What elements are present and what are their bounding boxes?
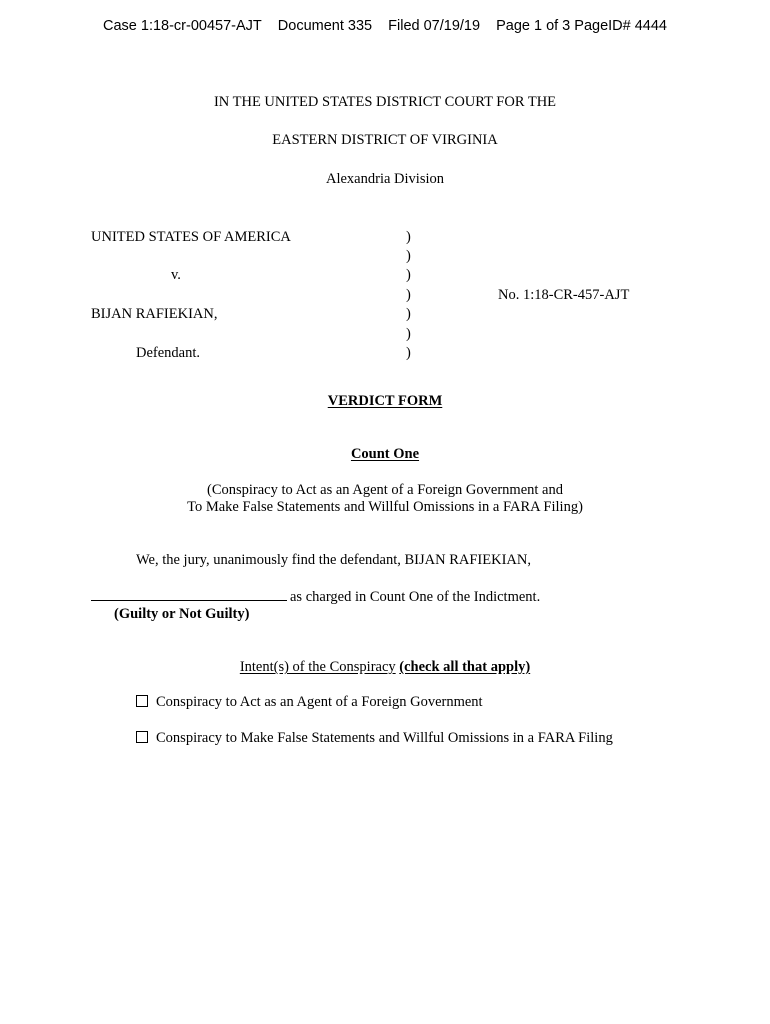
defendant-label: Defendant. bbox=[136, 345, 201, 361]
defendant-name: BIJAN RAFIEKIAN, bbox=[91, 306, 218, 322]
intent-option-label: Conspiracy to Act as an Agent of a Foreign Government bbox=[156, 694, 483, 710]
caption-paren: ) bbox=[406, 267, 411, 283]
form-title: VERDICT FORM bbox=[327, 393, 443, 409]
count-description-line1: (Conspiracy to Act as an Agent of a Foreign Government and bbox=[207, 482, 563, 498]
caption-paren: ) bbox=[406, 306, 411, 322]
verdict-blank-field[interactable] bbox=[91, 588, 287, 601]
caption-paren: ) bbox=[406, 229, 411, 245]
caption-paren: ) bbox=[406, 248, 411, 264]
case-number: No. 1:18-CR-457-AJT bbox=[498, 287, 630, 303]
checkbox-icon[interactable] bbox=[136, 695, 148, 707]
count-title: Count One bbox=[350, 446, 420, 462]
verdict-line bbox=[91, 588, 540, 606]
versus-label: v. bbox=[171, 267, 181, 283]
caption-paren: ) bbox=[406, 326, 411, 342]
charge-text: as charged in Count One of the Indictment. bbox=[290, 589, 541, 605]
header-page-info: Page 1 of 3 PageID# 4444 bbox=[496, 18, 667, 34]
intent-label: Intent(s) of the Conspiracy bbox=[239, 659, 396, 675]
court-name-line2: EASTERN DISTRICT OF VIRGINIA bbox=[272, 132, 498, 148]
caption-paren: ) bbox=[406, 287, 411, 303]
count-description-line2: To Make False Statements and Willful Omissions in a FARA Filing) bbox=[187, 499, 583, 515]
header-filed-date: Filed 07/19/19 bbox=[388, 18, 481, 34]
jury-finding: We, the jury, unanimously find the defendant, BIJAN RAFIEKIAN, bbox=[136, 552, 531, 568]
court-division: Alexandria Division bbox=[326, 171, 444, 187]
intent-option-foreign-agent[interactable] bbox=[136, 694, 483, 711]
court-name-line1: IN THE UNITED STATES DISTRICT COURT FOR THE bbox=[213, 94, 557, 110]
filing-header bbox=[0, 18, 770, 34]
plaintiff-name: UNITED STATES OF AMERICA bbox=[91, 229, 291, 245]
blank-hint: (Guilty or Not Guilty) bbox=[114, 606, 250, 622]
intent-heading bbox=[0, 659, 770, 676]
intent-option-false-statements[interactable] bbox=[136, 730, 613, 747]
header-case-number: Case 1:18-cr-00457-AJT bbox=[103, 18, 262, 34]
caption-paren: ) bbox=[406, 345, 411, 361]
intent-option-label: Conspiracy to Make False Statements and Willful Omissions in a FARA Filing bbox=[156, 730, 613, 746]
intent-instruction: (check all that apply) bbox=[399, 659, 531, 675]
checkbox-icon[interactable] bbox=[136, 731, 148, 743]
header-document: Document 335 bbox=[277, 18, 373, 34]
